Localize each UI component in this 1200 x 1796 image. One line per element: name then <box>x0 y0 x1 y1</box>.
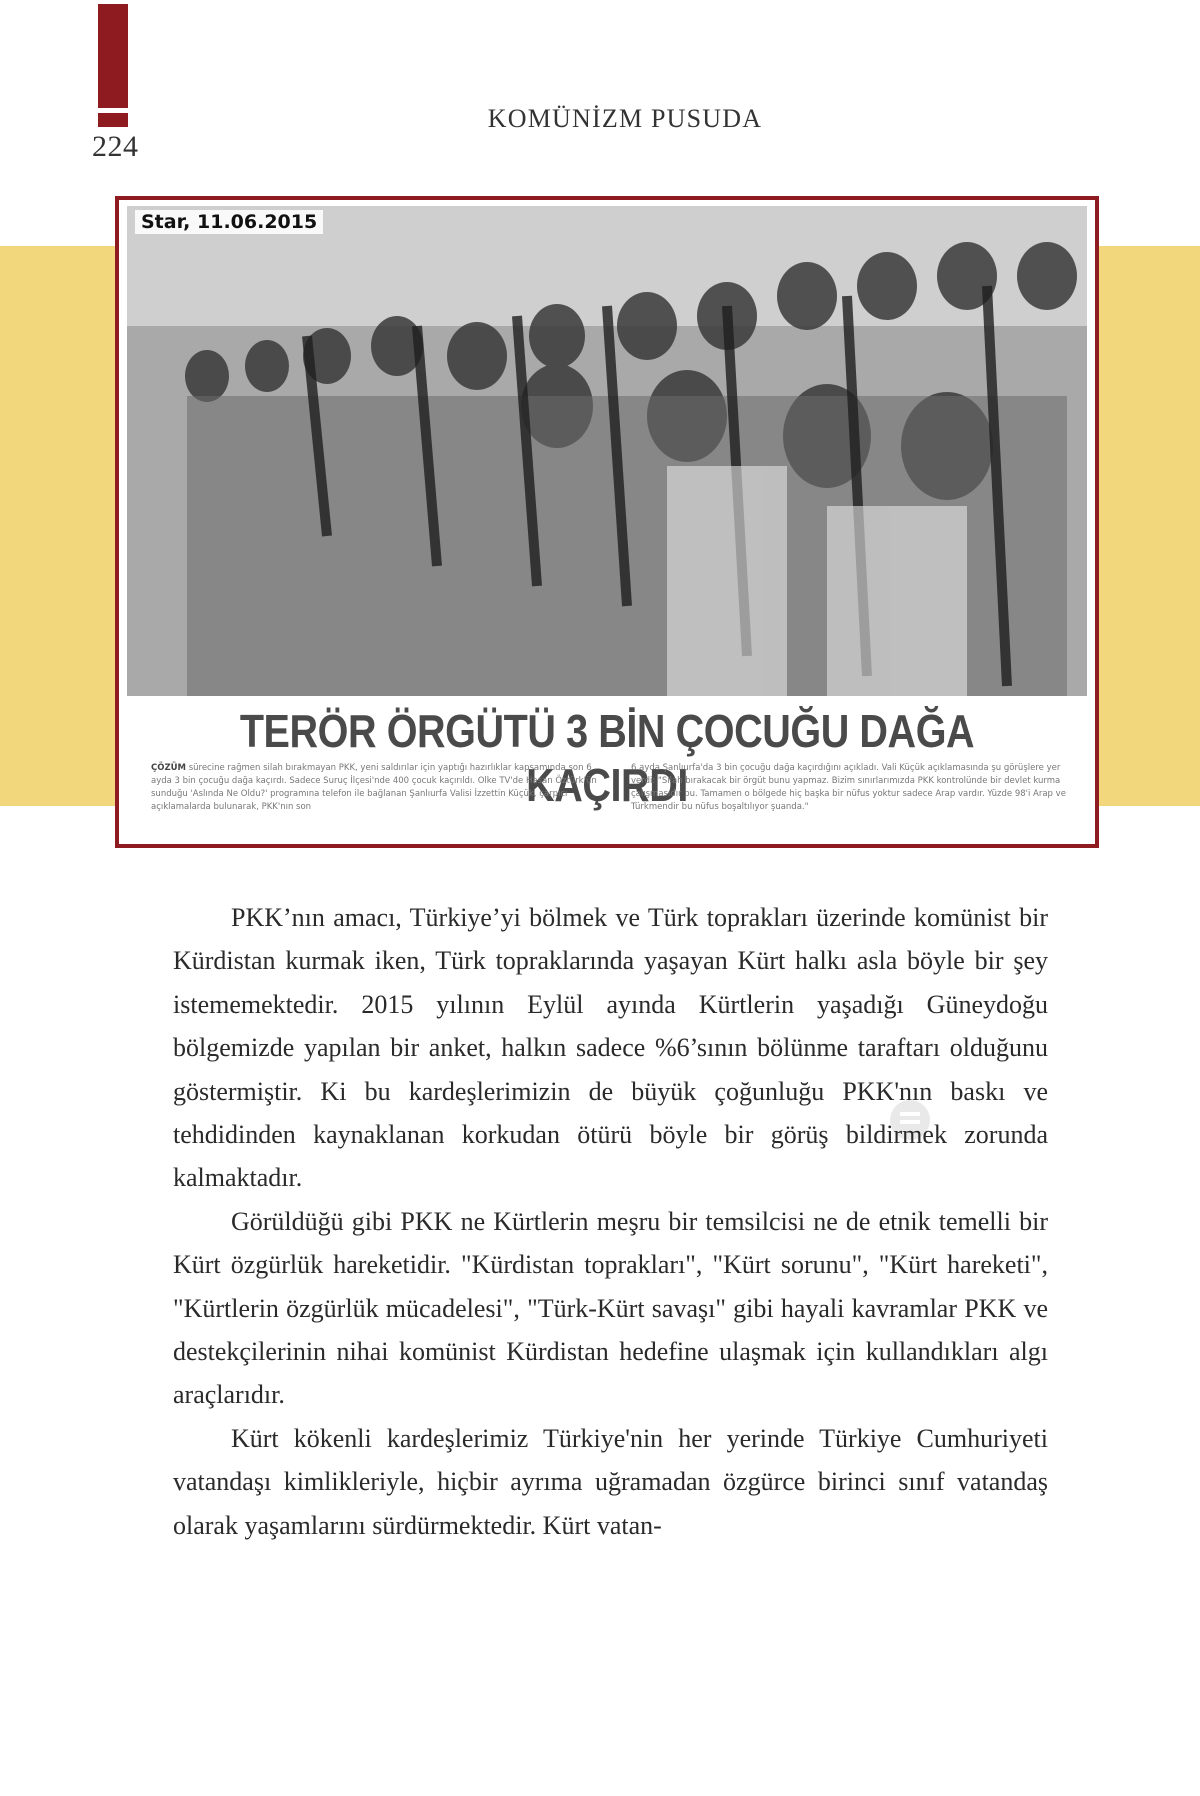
photo-source-caption: Star, 11.06.2015 <box>135 210 323 234</box>
article-column-left <box>151 762 599 814</box>
body-paragraph: PKK’nın amacı, Türkiye’yi bölmek ve Türk toprakları üzerinde komünist bir Kürdistan kurmak iken, Türk topraklarında yaşayan Kürt halkı asla böyle bir şey istememektedir. 2015 yılının Eylül ayında Kürtlerin yaşadığı Güneydoğu bölgemizde yapılan bir anket, halkın sadece %6’sının bölünme taraftarı olduğunu göstermiştir. Ki bu kardeşlerimizin de büyük çoğunluğu PKK'nın baskı ve tehdidinden kaynaklanan korkudan ötürü böyle bir görüş bildirmek zorunda kalmaktadır. <box>173 903 1048 1193</box>
body-paragraph: Kürt kökenli kardeşlerimiz Türkiye'nin her yerinde Türkiye Cumhuriyeti vatandaşı kimlikleriyle, hiçbir ayrıma uğramadan özgürce birinci sınıf vatandaş olarak yaşamlarını sürdürmektedir. Kürt vatan- <box>173 1423 1048 1540</box>
newspaper-photo <box>127 206 1087 696</box>
article-column-right: 6 ayda Şanlıurfa'da 3 bin çocuğu dağa kaçırdığını açıkladı. Vali Küçük açıklamasında şu görüşlere yer verdi: "Silah bırakacak bir örgüt bunu yapmaz. Bizim sınırlarımızda PKK kontrolünde bir devlet kurma çalışmasıdır bu. Tamamen o bölgede hiç başka bir nüfus yoktur sadece Arap vardır. Yüzde 98'i Arap ve Türkmendir bu nüfus boşaltılıyor şuanda." <box>631 763 1066 812</box>
running-title: KOMÜNİZM PUSUDA <box>487 104 763 133</box>
body-text <box>173 896 1048 1547</box>
article-lead-word: ÇÖZÜM <box>151 763 186 773</box>
body-paragraph: Görüldüğü gibi PKK ne Kürtlerin meşru bir temsilcisi ne de etnik temelli bir Kürt özgürlük hareketidir. "Kürdistan toprakları", "Kürt sorunu", "Kürt hareketi", "Kürtlerin özgürlük mücadelesi", "Türk-Kürt savaşı" gibi hayali kavramlar PKK ve destekçilerinin nihai komünist Kürdistan hedefine ulaşmak için kullandıkları algı araçlarıdır. <box>173 1206 1048 1410</box>
militants-photo-icon <box>127 206 1087 696</box>
newspaper-headline: TERÖR ÖRGÜTÜ 3 BİN ÇOCUĞU DAĞA KAÇIRDI <box>239 705 975 811</box>
page-number: 224 <box>92 130 139 163</box>
red-margin-bar <box>98 4 128 108</box>
article-column-left-text: sürecine rağmen silah bırakmayan PKK, yeni saldırılar için yaptığı hazırlıklar kapsamında son 6 ayda 3 bin çocuğu dağa kaçırdı. Sadece Suruç İlçesi'nde 400 çocuk kaçırıldı. Olke TV'de Hasan Öztürk'ün sunduğu 'Aslında Ne Oldu?' programına telefon ile bağlanan Şanlıurfa Valisi İzzettin Küçük, çarpıcı açıklamalarda bulunarak, PKK'nın son <box>151 763 597 812</box>
newspaper-clipping-figure <box>115 196 1099 848</box>
